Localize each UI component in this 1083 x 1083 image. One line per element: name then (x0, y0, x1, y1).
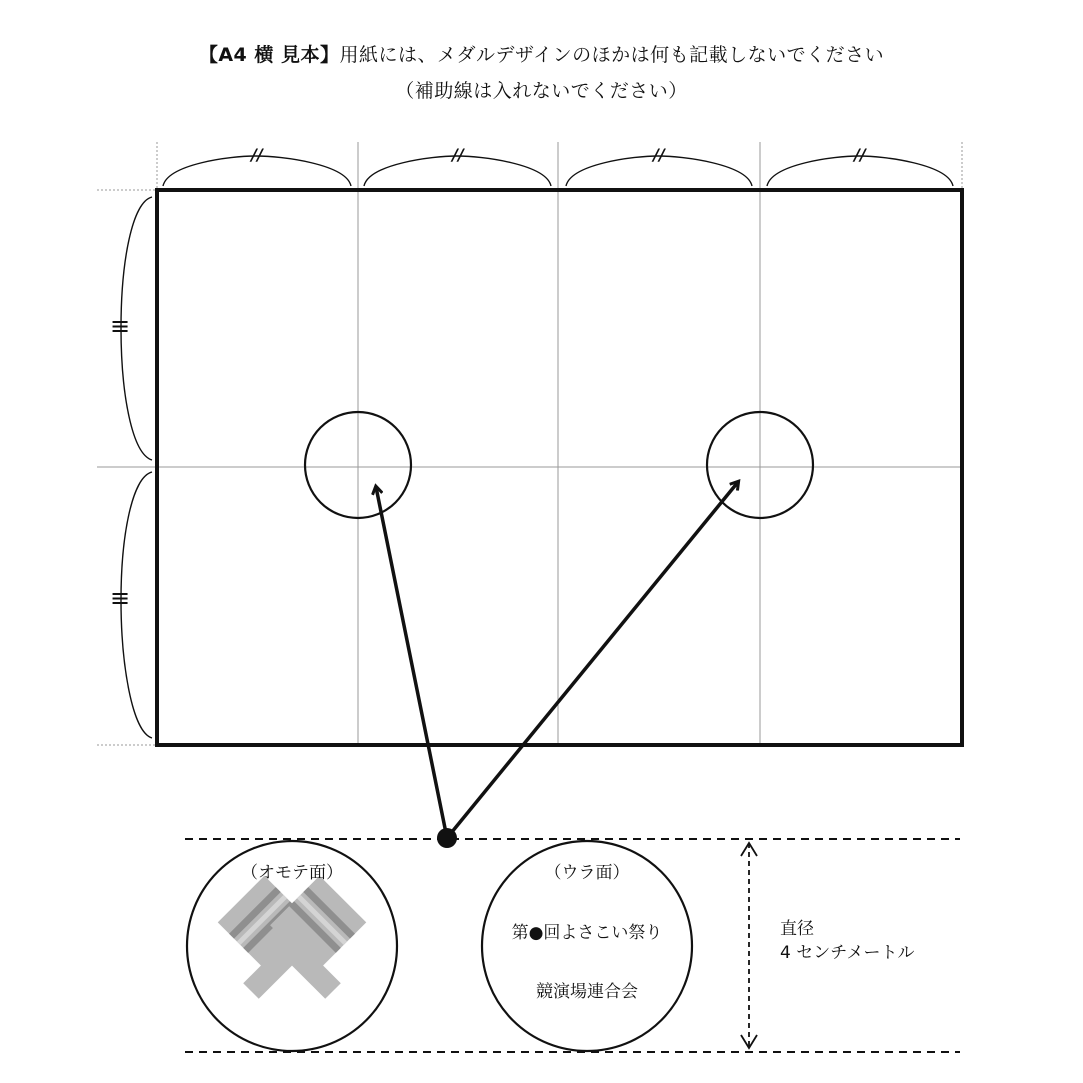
guide-lines (97, 142, 962, 747)
column-equal-mark-2: // (452, 145, 464, 164)
column-equal-mark-4: // (854, 145, 866, 164)
row-equal-mark-1: ≡ (109, 312, 131, 340)
diameter-dimension-arrow (741, 843, 757, 1048)
instruction-title-prefix: 【A4 横 見本】 (198, 44, 340, 66)
naruko-illustration (218, 876, 366, 1015)
diameter-label-title: 直径 (780, 919, 814, 939)
row-equal-marks (110, 312, 130, 612)
medal-back-organizer: 競演場連合会 (536, 982, 638, 1002)
column-equal-mark-1: // (251, 145, 263, 164)
column-equal-mark-3: // (653, 145, 665, 164)
instruction-subtitle: （補助線は入れないでください） (395, 80, 688, 102)
diameter-label-value: 4 センチメートル (780, 943, 915, 963)
medal-back-event-name: 第●回よさこい祭り (511, 923, 663, 943)
instruction-title-text: 用紙には、メダルデザインのほかは何も記載しないでください (339, 44, 885, 66)
arrow-to-left-circle (376, 487, 447, 838)
medal-front-label: （オモテ面） (241, 863, 343, 883)
row-equal-mark-2: ≡ (109, 584, 131, 612)
medal-back-label: （ウラ面） (544, 863, 630, 883)
arrow-to-right-circle (447, 482, 738, 838)
